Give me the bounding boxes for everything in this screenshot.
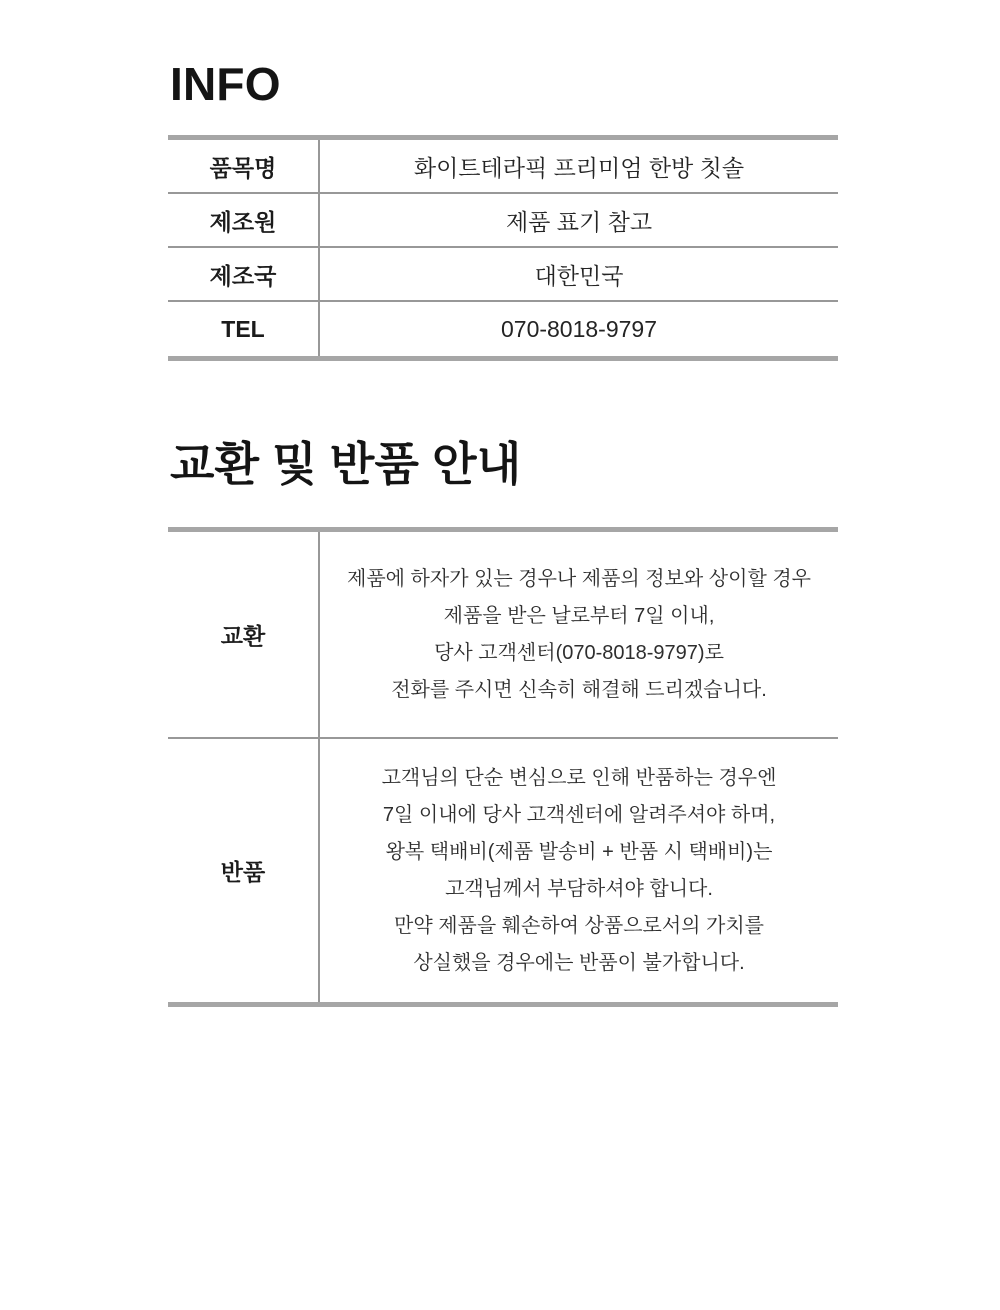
table-row-exchange [168,532,838,739]
table-row [168,140,838,194]
info-table [168,135,838,361]
policy-line: 전화를 주시면 신속히 해결해 드리겠습니다. [391,678,767,701]
table-row-return [168,739,838,1002]
info-row-value-manufacturer: 제품 표기 참고 [505,208,653,235]
exchange-return-table [168,527,838,1007]
table-row [168,248,838,302]
table-row [168,302,838,356]
return-row-label: 반품 [168,739,320,1002]
info-section-title: INFO [170,58,281,110]
exchange-row-label: 교환 [168,532,320,737]
policy-line: 만약 제품을 훼손하여 상품으로서의 가치를 [394,914,764,937]
exchange-return-section-title: 교환 및 반품 안내 [170,438,522,490]
policy-line: 상실했을 경우에는 반품이 불가합니다. [413,951,745,974]
info-row-value-country: 대한민국 [534,262,624,289]
info-row-label-manufacturer: 제조원 [168,194,320,246]
info-row-value-tel: 070-8018-9797 [500,315,658,342]
policy-line: 왕복 택배비(제품 발송비 + 반품 시 택배비)는 [385,840,773,863]
exchange-policy-text [320,532,838,737]
info-row-label-country: 제조국 [168,248,320,300]
policy-line: 7일 이내에 당사 고객센터에 알려주셔야 하며, [382,803,776,826]
policy-line: 당사 고객센터(070-8018-9797)로 [434,641,724,664]
policy-line: 제품을 받은 날로부터 7일 이내, [443,604,715,627]
policy-line: 고객님의 단순 변심으로 인해 반품하는 경우엔 [381,766,777,789]
info-row-value-item-name: 화이트테라픽 프리미엄 한방 칫솔 [413,154,745,181]
policy-line: 제품에 하자가 있는 경우나 제품의 정보와 상이할 경우 [347,567,811,590]
return-policy-text [320,739,838,1002]
table-row [168,194,838,248]
info-row-label-item-name: 품목명 [168,140,320,192]
info-row-label-tel: TEL [168,302,320,356]
policy-line: 고객님께서 부담하셔야 합니다. [445,877,713,900]
